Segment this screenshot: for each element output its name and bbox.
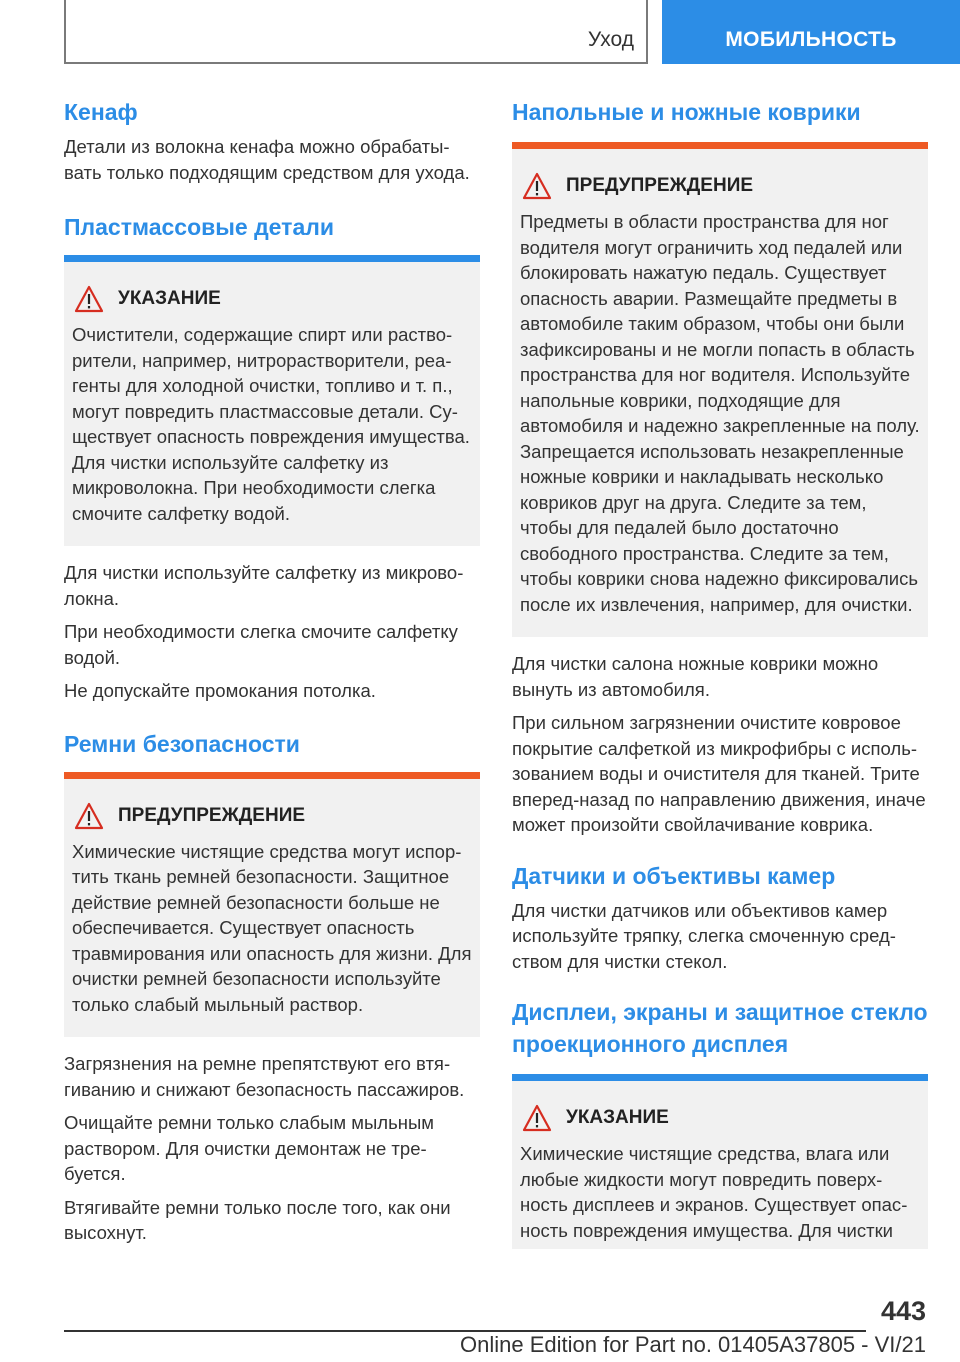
plastic-notice-box <box>64 255 480 546</box>
plastic-notice-header <box>72 284 472 314</box>
displays-notice-header <box>520 1103 920 1133</box>
mats-warning-title: ПРЕДУПРЕЖДЕНИЕ <box>566 175 754 196</box>
warning-triangle-icon <box>522 1104 552 1132</box>
displays-heading: Дисплеи, экраны и защитное стекло проекционного дисплея <box>512 999 928 1057</box>
mats-paragraph-2: При сильном загрязнении очистите ковровое покрытие салфеткой из микрофибры с использованием воды и очистителя для тканей. Трите вперед-назад по направлению движения, иначе может произойти свойлачивание коврика. <box>512 712 926 835</box>
plastic-paragraph-1: Для чистки используйте салфетку из микроволокна. <box>64 562 464 609</box>
header-chapter-tab: МОБИЛЬНОСТЬ <box>662 0 960 64</box>
plastic-notice-text: Очистители, содержащие спирт или растворители, например, нитрорастворители, реагенты для холодной очистки, топливо и т. п., могут повредить пластмассовые детали. Существует опасность повреждения имущества. Для чистки используйте салфетку из микроволокна. При необходимости слегка смочите салфетку водой. <box>72 324 470 524</box>
belts-warning-header <box>72 801 472 831</box>
header-section-title: Уход <box>587 28 634 51</box>
left-column <box>64 96 480 1246</box>
footer-edition: Online Edition for Part no. 01405A37805 - VI/21 <box>460 1332 926 1357</box>
mats-warning-box <box>512 142 928 637</box>
displays-notice-title: УКАЗАНИЕ <box>566 1107 669 1128</box>
belts-paragraph-3: Втягивайте ремни только после того, как они высохнут. <box>64 1196 451 1243</box>
header-section-box <box>64 0 648 64</box>
warning-triangle-icon <box>74 802 104 830</box>
displays-notice-text: Химические чистящие средства, влага или любые жидкости могут повредить поверхность дисплеев и экранов. Существует опасность повреждения имущества. Для чистки <box>520 1143 908 1241</box>
belts-warning-text: Химические чистящие средства могут испортить ткань ремней безопасности. Защитное действие ремней безопасности больше не обеспечивается. Существует опасность травмирования или опасность для жизни. Для очистки ремней безопасности используйте только слабый мыльный раствор. <box>72 840 472 1015</box>
kenaf-heading: Кенаф <box>64 99 138 125</box>
plastic-paragraph-3: Не допускайте промокания потолка. <box>64 680 376 701</box>
sensors-text: Для чистки датчиков или объективов камер используйте тряпку, слегка смоченную средством для чистки стекол. <box>512 899 896 972</box>
belts-warning-box <box>64 772 480 1038</box>
warning-triangle-icon <box>522 172 552 200</box>
kenaf-text: Детали из волокна кенафа можно обрабатывать только подходящим средством для ухода. <box>64 136 470 183</box>
plastic-paragraph-2: При необходимости слегка смочите салфетку водой. <box>64 621 458 668</box>
mats-paragraph-1: Для чистки салона ножные коврики можно вынуть из автомобиля. <box>512 653 879 700</box>
belts-paragraph-2: Очищайте ремни только слабым мыльным раствором. Для очистки демонтаж не требуется. <box>64 1112 434 1184</box>
plastic-heading: Пластмассовые детали <box>64 214 334 240</box>
mats-heading: Напольные и ножные коврики <box>512 99 861 125</box>
warning-triangle-icon <box>74 285 104 313</box>
belts-paragraph-1: Загрязнения на ремне препятствуют его втягиванию и снижают безопасность пассажиров. <box>64 1053 465 1100</box>
mats-warning-text: Предметы в области пространства для ног водителя могут ограничить ход педалей или блокировать нажатую педаль. Существует опасность аварии. Размещайте предметы в автомобиле таким образом, чтобы они были зафиксированы и не могли попасть в область пространства для ног водителя. Используйте напольные коврики, подходящие для автомобиля и надежно закрепленные на полу. Запрещается использовать незакрепленные ножные коврики и накладывать несколько ковриков друг на друга. Следите за тем, чтобы для педалей было достаточно свободного пространства. Следите за тем, чтобы коврики снова надежно фиксировались после их извлечения, например, для очистки. <box>520 211 920 615</box>
right-column <box>512 96 928 1249</box>
mats-warning-header <box>520 171 920 201</box>
page-number: 443 <box>880 1296 926 1326</box>
plastic-notice-title: УКАЗАНИЕ <box>118 288 221 309</box>
belts-heading: Ремни безопасности <box>64 730 300 757</box>
belts-warning-title: ПРЕДУПРЕЖДЕНИЕ <box>118 804 306 826</box>
sensors-heading: Датчики и объективы камер <box>512 862 836 889</box>
displays-notice-box <box>512 1074 928 1249</box>
